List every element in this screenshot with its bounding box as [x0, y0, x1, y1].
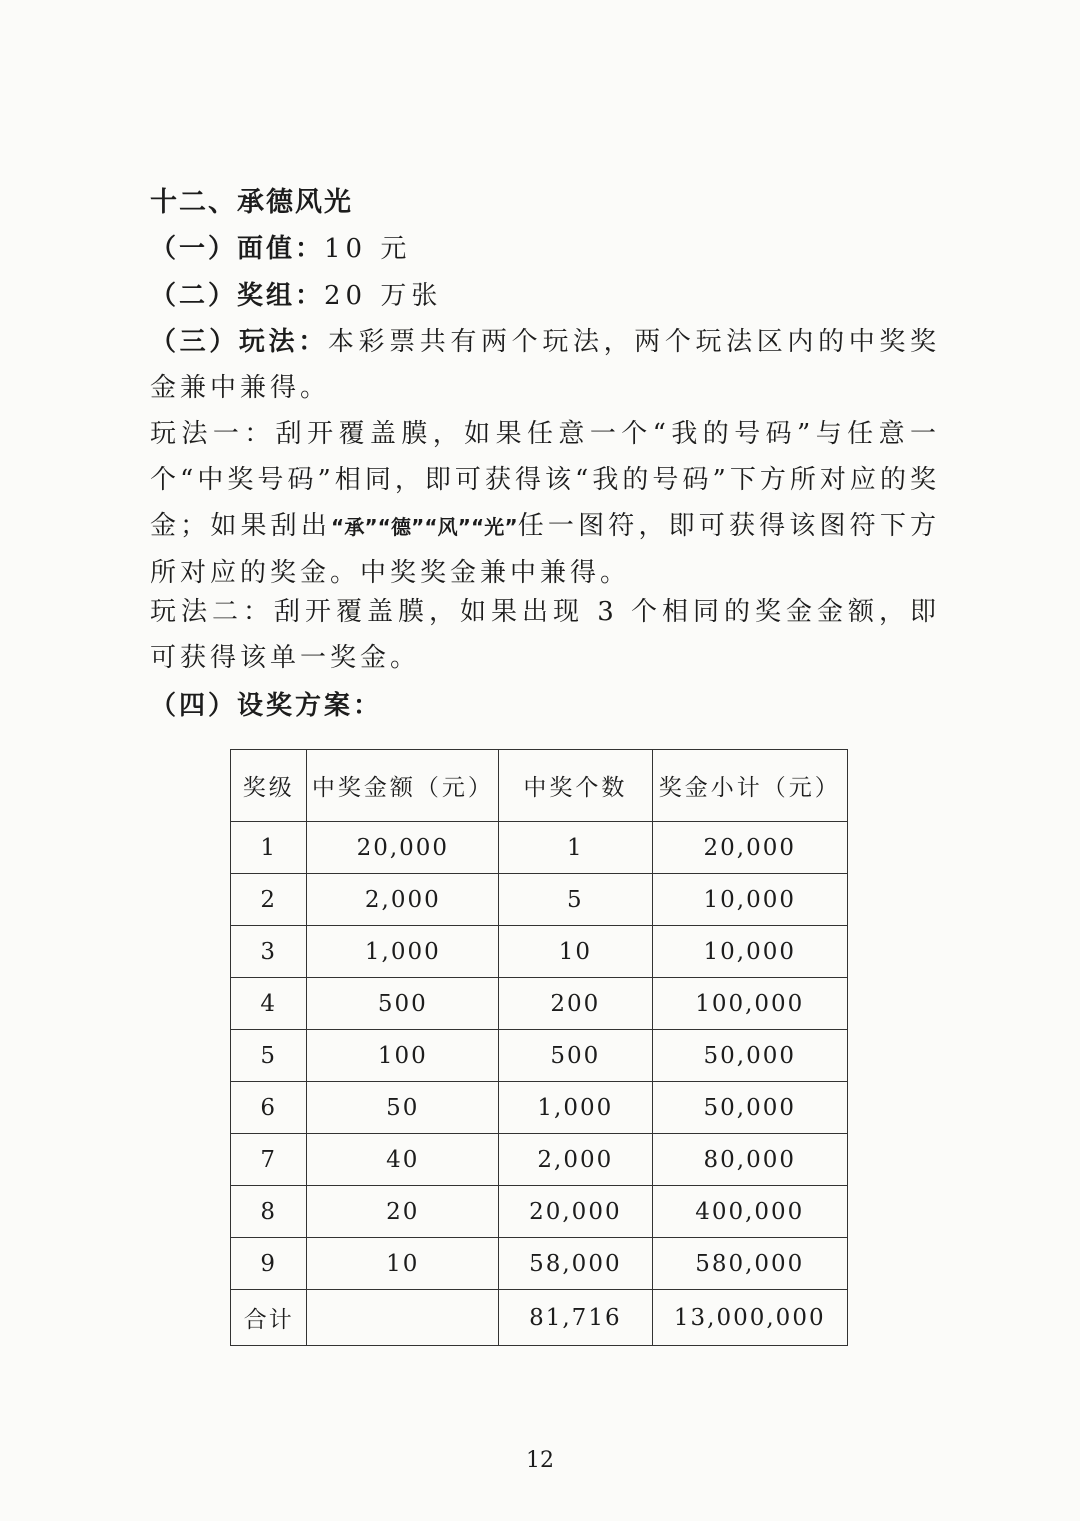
play-one-text-a: 玩法一：刮开覆盖膜，如果任意一个“我的号码”与任意一个“中奖号码”相同，即可获得该“我的号码”下方所对应的奖金；如果刮出 — [150, 419, 940, 541]
cell-amount: 2,000 — [307, 874, 499, 926]
face-value-label: （一）面值： — [150, 234, 325, 264]
play-one-text-b: 任一图符，即可获得该图符下方所对应的奖金。中奖奖金兼中兼得。 — [150, 511, 940, 588]
gameplay-text: 本彩票共有两个玩法，两个玩法区内的中奖奖金兼中兼得。 — [150, 327, 940, 403]
cell-amount: 50 — [307, 1082, 499, 1134]
header-prize-subtotal: 奖金小计（元） — [652, 750, 848, 822]
prize-plan-label: （四）设奖方案： — [150, 691, 383, 721]
table-row — [231, 822, 848, 874]
symbol-feng: “风” — [424, 515, 471, 539]
total-count: 81,716 — [499, 1290, 652, 1346]
cell-level: 3 — [231, 926, 307, 978]
header-level: 奖级 — [231, 750, 307, 822]
symbol-de: “德” — [377, 515, 425, 539]
symbol-guang: “光” — [470, 515, 518, 539]
cell-level: 8 — [231, 1186, 307, 1238]
prize-group-value: 20 万张 — [324, 281, 443, 311]
cell-count: 500 — [499, 1030, 652, 1082]
prize-group-label: （二）奖组： — [150, 281, 325, 311]
gameplay-label: （三）玩法： — [150, 327, 328, 357]
cell-subtotal: 20,000 — [652, 822, 848, 874]
cell-amount: 20 — [307, 1186, 499, 1238]
cell-amount: 500 — [307, 978, 499, 1030]
table-row — [231, 1186, 848, 1238]
cell-count: 1 — [499, 822, 652, 874]
face-value-value: 10 元 — [324, 234, 412, 264]
cell-subtotal: 10,000 — [652, 926, 848, 978]
symbol-cheng: “承” — [331, 515, 378, 539]
prize-group-line — [150, 273, 442, 319]
cell-level: 9 — [231, 1238, 307, 1290]
cell-level: 4 — [231, 978, 307, 1030]
cell-count: 1,000 — [499, 1082, 652, 1134]
cell-count: 20,000 — [499, 1186, 652, 1238]
cell-count: 10 — [499, 926, 652, 978]
table-header-row — [231, 750, 848, 822]
gameplay-paragraph — [150, 319, 940, 411]
cell-amount: 1,000 — [307, 926, 499, 978]
cell-level: 1 — [231, 822, 307, 874]
table-row — [231, 926, 848, 978]
cell-subtotal: 580,000 — [652, 1238, 848, 1290]
cell-level: 2 — [231, 874, 307, 926]
table-row — [231, 874, 848, 926]
cell-subtotal: 80,000 — [652, 1134, 848, 1186]
table-total-row — [231, 1290, 848, 1346]
page-number: 12 — [526, 1448, 554, 1473]
cell-count: 58,000 — [499, 1238, 652, 1290]
total-subtotal: 13,000,000 — [652, 1290, 848, 1346]
cell-subtotal: 50,000 — [652, 1082, 848, 1134]
cell-subtotal: 10,000 — [652, 874, 848, 926]
header-prize-amount: 中奖金额（元） — [307, 750, 499, 822]
cell-level: 7 — [231, 1134, 307, 1186]
play-two-text: 玩法二：刮开覆盖膜，如果出现 3 个相同的奖金金额，即可获得该单一奖金。 — [150, 597, 940, 673]
cell-amount: 20,000 — [307, 822, 499, 874]
face-value-line — [150, 226, 411, 272]
cell-amount: 100 — [307, 1030, 499, 1082]
prize-plan-line — [150, 683, 382, 729]
total-amount — [307, 1290, 499, 1346]
table-row — [231, 1134, 848, 1186]
table-row — [231, 1030, 848, 1082]
cell-subtotal: 100,000 — [652, 978, 848, 1030]
cell-subtotal: 400,000 — [652, 1186, 848, 1238]
cell-count: 200 — [499, 978, 652, 1030]
play-one-paragraph — [150, 411, 940, 596]
section-title: 十二、承德风光 — [150, 187, 353, 218]
prize-table — [230, 749, 848, 1346]
cell-amount: 10 — [307, 1238, 499, 1290]
header-prize-count: 中奖个数 — [499, 750, 652, 822]
cell-subtotal: 50,000 — [652, 1030, 848, 1082]
total-label: 合计 — [231, 1290, 307, 1346]
play-two-paragraph — [150, 589, 940, 681]
table-row — [231, 978, 848, 1030]
table-row — [231, 1082, 848, 1134]
cell-level: 6 — [231, 1082, 307, 1134]
cell-level: 5 — [231, 1030, 307, 1082]
cell-amount: 40 — [307, 1134, 499, 1186]
cell-count: 2,000 — [499, 1134, 652, 1186]
cell-count: 5 — [499, 874, 652, 926]
table-row — [231, 1238, 848, 1290]
